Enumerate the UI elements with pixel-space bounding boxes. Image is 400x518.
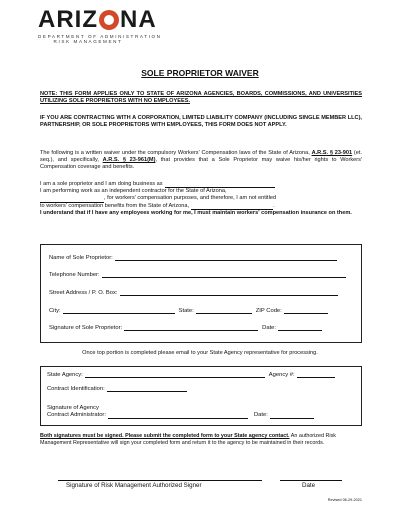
warning-paragraph: IF YOU ARE CONTRACTING WITH A CORPORATION, LIMITED LIABILITY COMPANY (INCLUDING SINGLE MEMBER LLC), PARTNERSHIP, OR SOLE PROPRIETORS WITH EMPLOYEES, THIS FORM DOES NOT APPLY. — [40, 115, 362, 129]
statute-link-23-901[interactable]: A.R.S. § 23-901 — [311, 150, 353, 156]
intro-text-2: (et. seq.), and specifically, — [40, 150, 362, 164]
declaration-paragraph — [40, 181, 362, 217]
contract-label: Contract Identification: — [47, 386, 105, 392]
contract-input[interactable] — [107, 386, 187, 392]
page-title: SOLE PROPRIETOR WAIVER — [141, 68, 259, 78]
agency-signature-label-2: Contract Administrator: — [47, 412, 106, 418]
agency-date-input[interactable] — [270, 413, 314, 419]
logo-department: DEPARTMENT OF ADMINISTRATION — [38, 34, 162, 39]
agency-signature-label-1: Signature of Agency — [47, 405, 99, 411]
address-input[interactable] — [120, 290, 338, 296]
signature-label: Signature of Sole Proprietor: — [49, 325, 123, 331]
zip-label: ZIP Code: — [255, 308, 282, 314]
city-input[interactable] — [63, 308, 175, 314]
intro-text-3: , that provides that a Sole Proprietor may waive his/her rights to Workers' Compensation coverage and benefits. — [40, 157, 362, 171]
date-label: Date: — [262, 325, 277, 331]
logo-text-end: NA — [120, 6, 157, 33]
phone-field — [49, 272, 346, 278]
agency-box — [40, 366, 362, 426]
logo-wordmark — [38, 8, 178, 32]
city-label: City: — [49, 308, 61, 314]
name-input[interactable] — [115, 255, 337, 261]
risk-date-line[interactable] — [280, 480, 342, 481]
sun-icon — [99, 10, 119, 30]
submission-instructions-underlined: Both signatures must be signed. Please submit the completed form to your State agency contact. — [40, 433, 290, 439]
agency-signature-field — [47, 405, 314, 419]
signature-field — [49, 325, 322, 331]
note-paragraph: NOTE: THIS FORM APPLIES ONLY TO STATE OF ARIZONA AGENCIES, BOARDS, COMMISSIONS, AND UNIVERSITIES UTILIZING SOLE PROPRIETORS WITH NO EMPLOYEES. — [40, 91, 362, 105]
declaration-line-1: I am a sole proprietor and I am doing business as — [40, 181, 163, 187]
sole-proprietor-box — [40, 244, 362, 343]
arizona-logo — [38, 8, 178, 44]
name-field — [49, 255, 337, 261]
agency-signature-input[interactable] — [108, 413, 248, 419]
name-label: Name of Sole Proprietor: — [49, 255, 113, 261]
state-input[interactable] — [196, 308, 252, 314]
agency-field — [47, 372, 335, 378]
agency-blank-2[interactable] — [191, 204, 273, 210]
agency-label: State Agency: — [47, 372, 83, 378]
declaration-line-4: to workers' compensation benefits from the State of Arizona, — [40, 202, 190, 209]
risk-signature-label: Signature of Risk Management Authorized Signer — [66, 482, 202, 489]
phone-label: Telephone Number: — [49, 272, 100, 278]
phone-input[interactable] — [102, 272, 346, 278]
zip-input[interactable] — [284, 308, 328, 314]
agency-input[interactable] — [85, 372, 265, 378]
intro-paragraph — [40, 150, 362, 172]
declaration-line-4-end: . — [273, 202, 275, 209]
city-state-zip-field — [49, 308, 328, 314]
date-input[interactable] — [278, 325, 322, 331]
address-label: Street Address / P. O. Box: — [49, 290, 118, 296]
middle-note: Once top portion is completed please email to your State Agency representative for processing. — [82, 350, 318, 356]
agency-number-input[interactable] — [297, 372, 335, 378]
submission-instructions — [40, 433, 362, 447]
risk-signature-line[interactable] — [58, 480, 262, 481]
state-label: State: — [178, 308, 194, 314]
agency-date-label: Date: — [253, 412, 268, 418]
logo-division: RISK MANAGEMENT — [53, 39, 123, 44]
agency-number-label: Agency #: — [268, 372, 295, 378]
intro-text-1: The following is a written waiver under the compulsory Workers' Compensation laws of the State of Arizona, — [40, 150, 312, 156]
revision-date: Revised 06-29-2021 — [327, 498, 362, 502]
address-field — [49, 290, 338, 296]
declaration-line-3: , for workers' compensation purposes, and therefore, I am not entitled — [104, 195, 277, 202]
statute-link-23-961m[interactable]: A.R.S. § 23-961(M) — [102, 157, 156, 164]
logo-text-start: ARIZ — [38, 6, 98, 33]
declaration-bold-line: I understand that if I have any employees working for me, I must maintain workers' compensation insurance on them. — [40, 209, 352, 216]
declaration-line-2: I am performing work as an independent contractor for the State of Arizona, — [40, 188, 227, 195]
risk-date-label: Date — [302, 482, 316, 489]
contract-field — [47, 386, 187, 392]
signature-input[interactable] — [124, 325, 258, 331]
submission-instructions-rest: An authorized Risk Management Representative will sign your completed form and return it to the agency to be maintained in their records. — [40, 433, 336, 446]
